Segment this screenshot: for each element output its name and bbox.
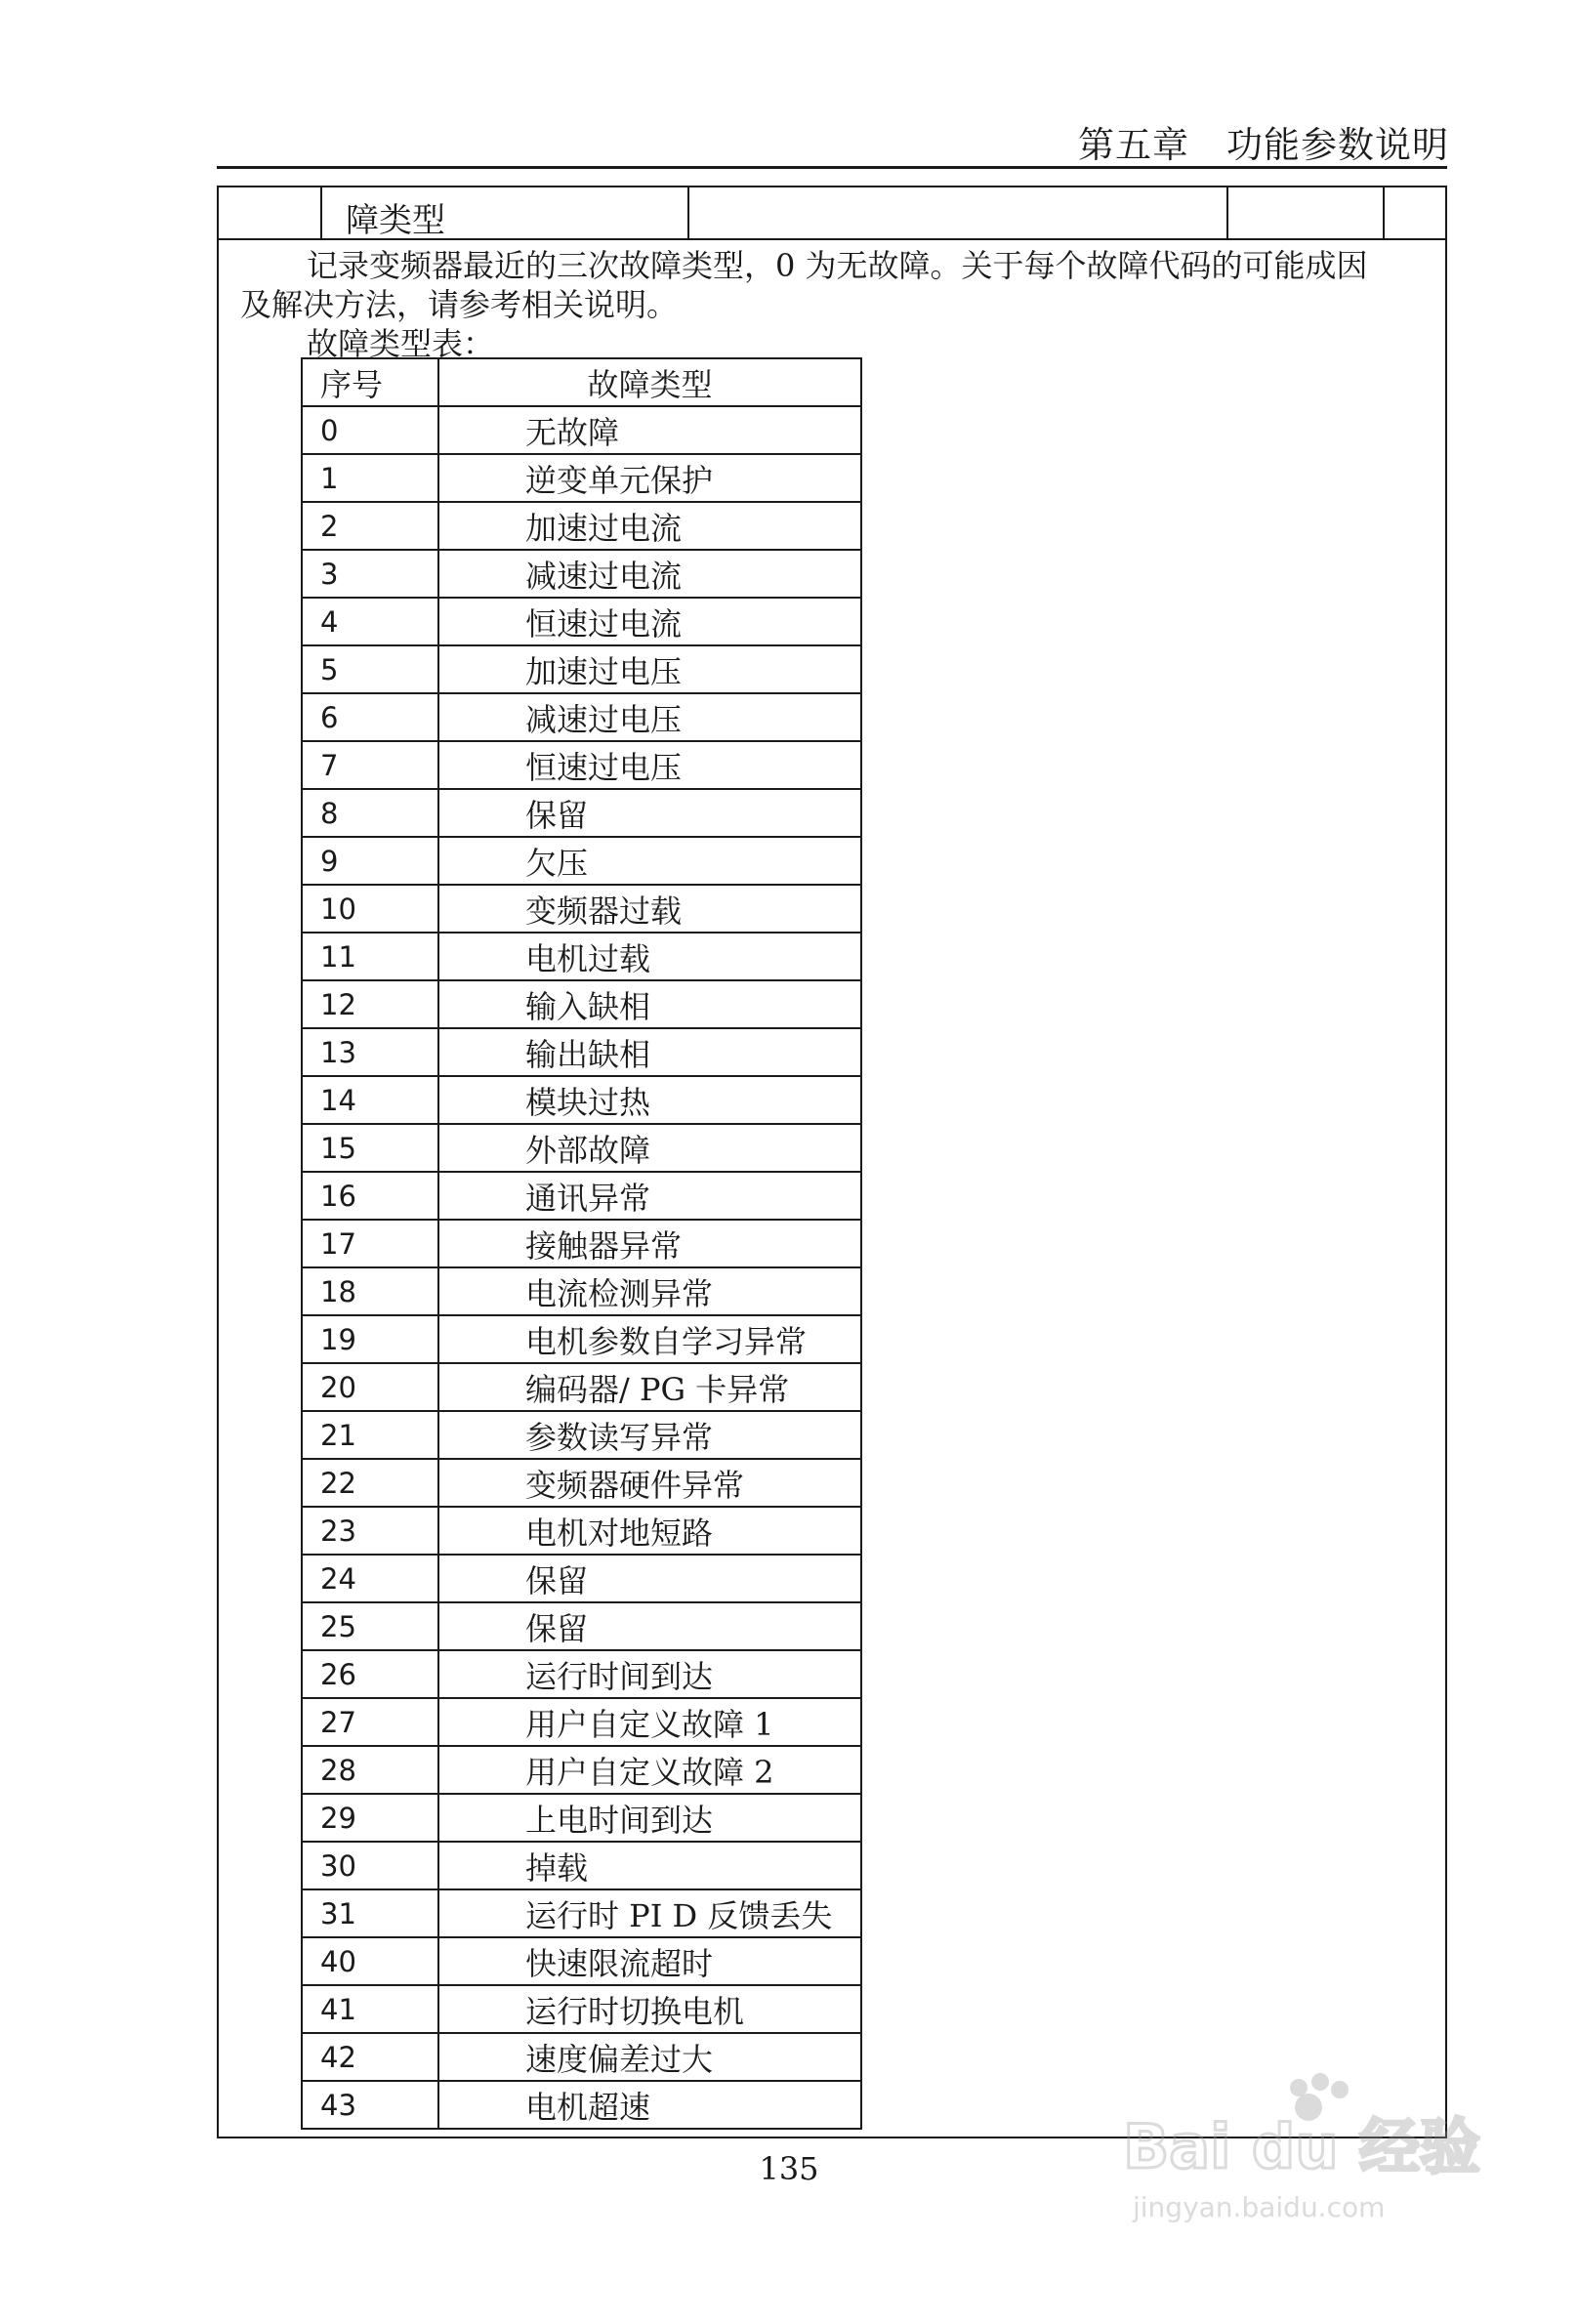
- table-row: [302, 1555, 861, 1602]
- table-row: [302, 2081, 861, 2129]
- fault-type-cell: 输出缺相: [438, 1028, 861, 1076]
- baidu-watermark: [1113, 2070, 1484, 2226]
- fault-code-cell: 13: [302, 1028, 438, 1076]
- fault-code-cell: 12: [302, 980, 438, 1028]
- fault-type-cell: 恒速过电流: [438, 598, 861, 645]
- table-caption: 故障类型表：: [307, 325, 495, 362]
- fault-type-cell: 保留: [438, 1555, 861, 1602]
- description-line: 及解决方法，请参考相关说明。: [240, 286, 679, 323]
- table-row: [302, 1602, 861, 1650]
- table-row: [302, 1937, 861, 1985]
- fault-code-cell: 41: [302, 1985, 438, 2033]
- table-body: [302, 406, 861, 2129]
- fault-code-cell: 26: [302, 1650, 438, 1698]
- fault-type-cell: 运行时 PI D 反馈丢失: [438, 1889, 861, 1937]
- fault-type-cell: 接触器异常: [438, 1220, 861, 1267]
- fault-type-cell: 电机对地短路: [438, 1507, 861, 1555]
- table-row: [302, 1267, 861, 1315]
- fault-type-cell: 减速过电流: [438, 550, 861, 598]
- table-row: [302, 502, 861, 550]
- description: [240, 246, 1432, 363]
- fault-type-cell: 输入缺相: [438, 980, 861, 1028]
- fault-code-cell: 19: [302, 1315, 438, 1363]
- fault-code-cell: 16: [302, 1172, 438, 1220]
- fault-code-cell: 21: [302, 1411, 438, 1459]
- fault-type-cell: 无故障: [438, 406, 861, 454]
- fault-type-cell: 变频器过载: [438, 885, 861, 933]
- fault-type-cell: 速度偏差过大: [438, 2033, 861, 2081]
- table-row: [302, 598, 861, 645]
- fault-type-cell: 运行时间到达: [438, 1650, 861, 1698]
- top-row-label: 障类型: [346, 201, 445, 240]
- table-row: [302, 741, 861, 789]
- table-row: [302, 1746, 861, 1794]
- fault-code-cell: 31: [302, 1889, 438, 1937]
- fault-type-cell: 通讯异常: [438, 1172, 861, 1220]
- table-row: [302, 1315, 861, 1363]
- header-type: 故障类型: [438, 358, 861, 406]
- table-row: [302, 1363, 861, 1411]
- fault-type-cell: 模块过热: [438, 1076, 861, 1124]
- table-row: [302, 454, 861, 502]
- table-header-row: [302, 358, 861, 406]
- fault-code-cell: 27: [302, 1698, 438, 1746]
- fault-type-cell: 逆变单元保护: [438, 454, 861, 502]
- top-row-divider: [1226, 187, 1228, 238]
- fault-code-cell: 43: [302, 2081, 438, 2129]
- description-line: 记录变频器最近的三次故障类型，0 为无故障。关于每个故障代码的可能成因: [307, 247, 1368, 284]
- fault-type-cell: 编码器/ PG 卡异常: [438, 1363, 861, 1411]
- table-row: [302, 1220, 861, 1267]
- watermark-brand: Bai du 经验: [1123, 2111, 1481, 2182]
- fault-type-cell: 保留: [438, 789, 861, 837]
- top-row-divider: [1383, 187, 1385, 238]
- fault-type-cell: 参数读写异常: [438, 1411, 861, 1459]
- top-row-divider: [687, 187, 689, 238]
- fault-code-cell: 3: [302, 550, 438, 598]
- fault-type-cell: 用户自定义故障 2: [438, 1746, 861, 1794]
- fault-code-cell: 6: [302, 693, 438, 741]
- table-row: [302, 406, 861, 454]
- fault-code-cell: 25: [302, 1602, 438, 1650]
- table-row: [302, 789, 861, 837]
- table-row: [302, 1411, 861, 1459]
- fault-type-cell: 加速过电压: [438, 645, 861, 693]
- fault-type-cell: 恒速过电压: [438, 741, 861, 789]
- fault-code-cell: 18: [302, 1267, 438, 1315]
- page-number: 135: [759, 2150, 819, 2187]
- table-row: [302, 1028, 861, 1076]
- table-row: [302, 1507, 861, 1555]
- fault-code-cell: 23: [302, 1507, 438, 1555]
- table-row: [302, 885, 861, 933]
- table-row: [302, 1172, 861, 1220]
- fault-type-cell: 减速过电压: [438, 693, 861, 741]
- fault-code-cell: 5: [302, 645, 438, 693]
- header-rule: [217, 166, 1447, 169]
- fault-type-cell: 电机过载: [438, 933, 861, 980]
- fault-code-cell: 8: [302, 789, 438, 837]
- fault-code-cell: 15: [302, 1124, 438, 1172]
- fault-code-cell: 29: [302, 1794, 438, 1842]
- fault-code-cell: 22: [302, 1459, 438, 1507]
- chapter-header: 第五章 功能参数说明: [1078, 124, 1449, 166]
- fault-code-cell: 17: [302, 1220, 438, 1267]
- table-row: [302, 645, 861, 693]
- fault-code-cell: 10: [302, 885, 438, 933]
- fault-code-cell: 14: [302, 1076, 438, 1124]
- fault-code-cell: 11: [302, 933, 438, 980]
- table-row: [302, 837, 861, 885]
- fault-type-cell: 外部故障: [438, 1124, 861, 1172]
- table-row: [302, 1985, 861, 2033]
- fault-code-cell: 1: [302, 454, 438, 502]
- fault-code-cell: 30: [302, 1842, 438, 1889]
- fault-type-table: [301, 357, 862, 2130]
- table-row: [302, 1124, 861, 1172]
- table-row: [302, 1459, 861, 1507]
- fault-code-cell: 42: [302, 2033, 438, 2081]
- fault-type-cell: 电机参数自学习异常: [438, 1315, 861, 1363]
- fault-code-cell: 0: [302, 406, 438, 454]
- top-row-divider: [320, 187, 322, 238]
- fault-code-cell: 24: [302, 1555, 438, 1602]
- fault-code-cell: 28: [302, 1746, 438, 1794]
- fault-type-cell: 上电时间到达: [438, 1794, 861, 1842]
- fault-code-cell: 40: [302, 1937, 438, 1985]
- table-row: [302, 1889, 861, 1937]
- header-code: 序号: [302, 358, 438, 406]
- table-row: [302, 1794, 861, 1842]
- fault-code-cell: 4: [302, 598, 438, 645]
- table-row: [302, 693, 861, 741]
- watermark-url: jingyan.baidu.com: [1133, 2191, 1386, 2223]
- table-row: [302, 2033, 861, 2081]
- fault-code-cell: 7: [302, 741, 438, 789]
- table-row: [302, 1650, 861, 1698]
- fault-code-cell: 2: [302, 502, 438, 550]
- fault-type-cell: 用户自定义故障 1: [438, 1698, 861, 1746]
- fault-type-cell: 保留: [438, 1602, 861, 1650]
- fault-type-cell: 变频器硬件异常: [438, 1459, 861, 1507]
- fault-type-cell: 掉载: [438, 1842, 861, 1889]
- fault-type-cell: 电机超速: [438, 2081, 861, 2129]
- fault-type-cell: 欠压: [438, 837, 861, 885]
- parameter-frame: [217, 186, 1447, 2138]
- fault-type-cell: 运行时切换电机: [438, 1985, 861, 2033]
- top-row: [219, 187, 1445, 240]
- table-row: [302, 1076, 861, 1124]
- fault-type-cell: 电流检测异常: [438, 1267, 861, 1315]
- fault-code-cell: 9: [302, 837, 438, 885]
- table-row: [302, 980, 861, 1028]
- table-row: [302, 933, 861, 980]
- table-row: [302, 1698, 861, 1746]
- table-row: [302, 1842, 861, 1889]
- fault-code-cell: 20: [302, 1363, 438, 1411]
- fault-type-cell: 加速过电流: [438, 502, 861, 550]
- fault-type-cell: 快速限流超时: [438, 1937, 861, 1985]
- table-row: [302, 550, 861, 598]
